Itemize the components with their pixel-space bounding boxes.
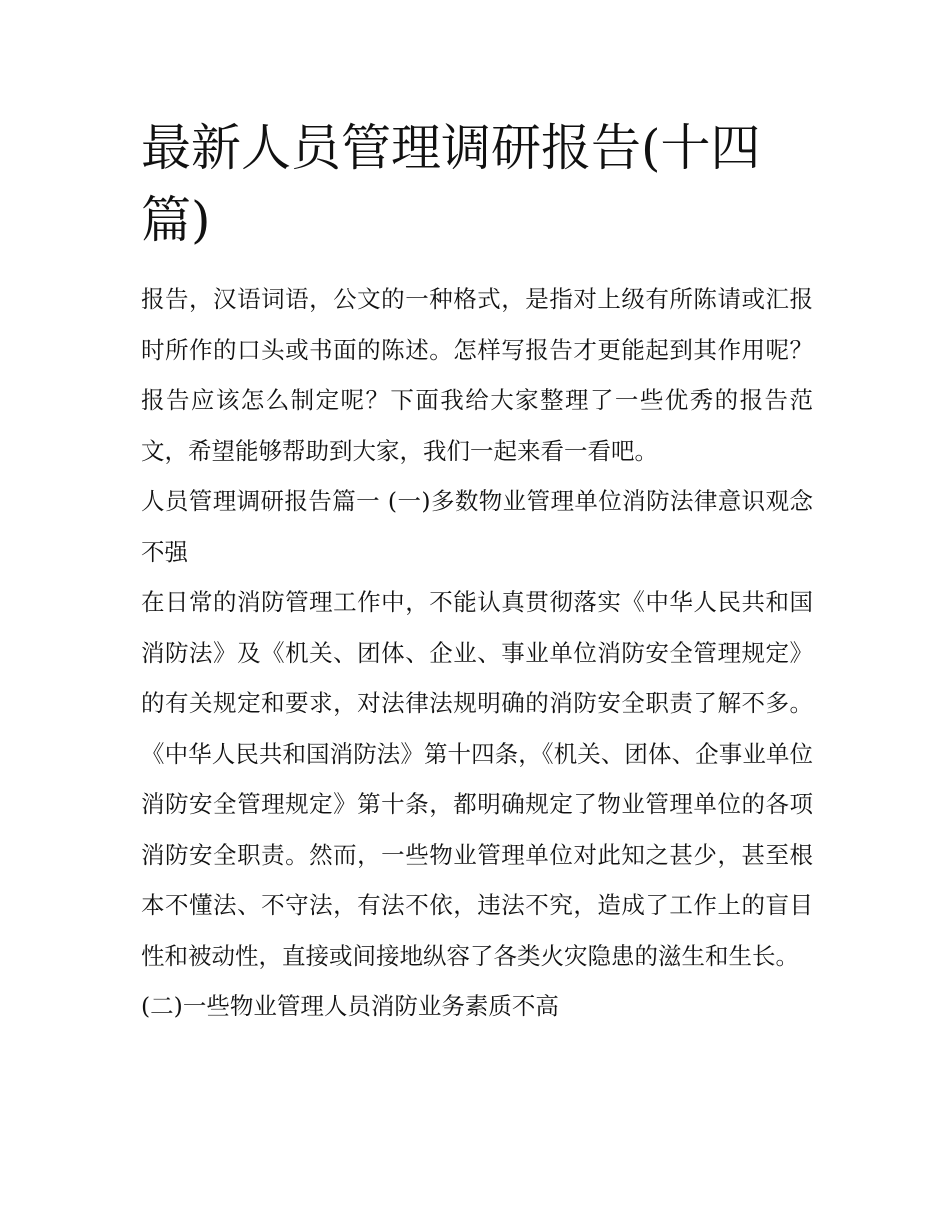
intro-paragraph: 报告，汉语词语，公文的一种格式，是指对上级有所陈请或汇报时所作的口头或书面的陈述。怎样写报告才更能起到其作用呢？报告应该怎么制定呢？下面我给大家整理了一些优秀的报告范文，希望能够帮助到大家，我们一起来看一看吧。 [141, 285, 813, 465]
section-heading-paragraph: 人员管理调研报告篇一 (一)多数物业管理单位消防法律意识观念不强 [141, 487, 813, 566]
document-content [141, 112, 813, 1032]
document-title: 最新人员管理调研报告(十四篇) [141, 119, 761, 249]
body-paragraph: 在日常的消防管理工作中，不能认真贯彻落实《中华人民共和国消防法》及《机关、团体、企业、事业单位消防安全管理规定》的有关规定和要求，对法律法规明确的消防安全职责了解不多。《中华人民共和国消防法》第十四条，《机关、团体、企事业单位消防安全管理规定》第十条，都明确规定了物业管理单位的各项消防安全职责。然而，一些物业管理单位对此知之甚少，甚至根本不懂法、不守法，有法不依，违法不究，造成了工作上的盲目性和被动性，直接或间接地纵容了各类火灾隐患的滋生和生长。 [141, 588, 813, 970]
subsection-heading-paragraph: (二)一些物业管理人员消防业务素质不高 [141, 992, 559, 1020]
document-body [141, 274, 813, 1032]
